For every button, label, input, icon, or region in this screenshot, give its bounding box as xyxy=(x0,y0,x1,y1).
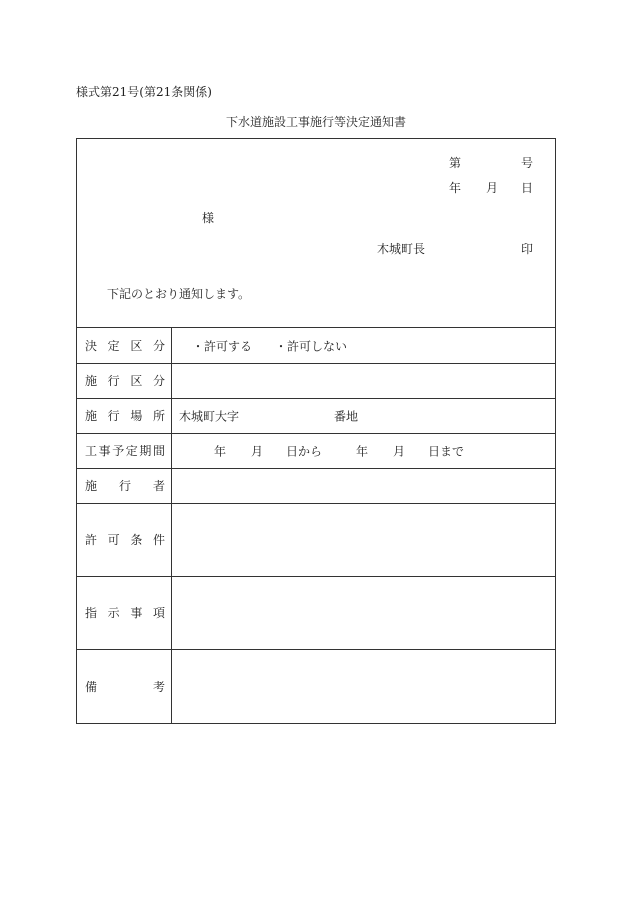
date-day: 日 xyxy=(521,181,534,195)
end-year: 年 xyxy=(356,444,369,459)
label-char: 所 xyxy=(152,409,165,423)
contractor-value[interactable] xyxy=(172,469,555,503)
form-number-label: 様式第21号(第21条関係) xyxy=(76,85,212,99)
table-row-contractor xyxy=(77,469,555,504)
date-month: 月 xyxy=(486,181,499,195)
label-char: 者 xyxy=(152,479,165,493)
number-prefix: 第 xyxy=(449,156,462,170)
label-char: 示 xyxy=(107,606,120,620)
end-month: 月 xyxy=(393,444,406,459)
remarks-value[interactable] xyxy=(172,650,555,723)
label-char: 施 xyxy=(85,374,98,388)
date-year: 年 xyxy=(449,181,462,195)
label-char: 分 xyxy=(152,374,165,388)
construction-location-value[interactable] xyxy=(172,399,555,433)
instructions-value[interactable] xyxy=(172,577,555,649)
label-char: 施 xyxy=(85,409,98,423)
number-suffix: 号 xyxy=(521,156,534,170)
label-char: 予 xyxy=(112,444,125,458)
contractor-label-text xyxy=(85,479,165,493)
decision-category-value xyxy=(172,328,555,363)
notice-form xyxy=(76,138,556,724)
remarks-label xyxy=(77,650,172,723)
label-char: 事 xyxy=(98,444,111,458)
decision-category-label xyxy=(77,328,172,363)
label-char: 備 xyxy=(85,679,98,694)
construction-category-label-text xyxy=(85,374,165,388)
decision-category-label-text xyxy=(85,339,165,353)
construction-location-label-text xyxy=(85,409,165,423)
label-char: 区 xyxy=(130,374,143,388)
label-char: 期 xyxy=(139,444,152,458)
table-row-decision xyxy=(77,328,555,364)
label-char: 考 xyxy=(152,679,165,694)
location-town: 木城町大字 xyxy=(179,409,240,424)
label-char: 場 xyxy=(130,409,143,423)
label-char: 行 xyxy=(107,374,120,388)
scheduled-period-value[interactable] xyxy=(172,434,555,468)
label-char: 分 xyxy=(152,338,165,353)
notice-text: 下記のとおり通知します。 xyxy=(107,287,251,301)
label-char: 間 xyxy=(152,444,165,458)
label-char: 件 xyxy=(152,533,165,547)
document-title: 下水道施設工事施行等決定通知書 xyxy=(225,115,406,129)
label-char: 行 xyxy=(118,479,131,493)
notice-header xyxy=(77,139,555,328)
label-char: 条 xyxy=(130,533,143,547)
table-row-instructions xyxy=(77,577,555,650)
option-permit[interactable]: ・許可する xyxy=(192,339,253,353)
permit-conditions-label xyxy=(77,504,172,576)
contractor-label xyxy=(77,469,172,503)
label-char: 許 xyxy=(85,533,98,547)
label-char: 決 xyxy=(85,338,98,353)
construction-category-label xyxy=(77,364,172,398)
permit-conditions-label-text xyxy=(85,533,165,547)
label-char: 項 xyxy=(152,606,165,620)
label-char: 指 xyxy=(85,606,98,620)
label-char: 施 xyxy=(85,479,98,493)
construction-location-label xyxy=(77,399,172,433)
instructions-label xyxy=(77,577,172,649)
start-month: 月 xyxy=(251,444,264,459)
label-char: 可 xyxy=(107,533,120,547)
issuer-name: 木城町長 xyxy=(377,242,426,256)
label-char: 行 xyxy=(107,409,120,423)
start-year: 年 xyxy=(214,444,227,459)
remarks-label-text xyxy=(85,680,165,694)
label-char: 定 xyxy=(125,444,138,458)
table-row-construction-category xyxy=(77,364,555,399)
permit-conditions-value[interactable] xyxy=(172,504,555,576)
addressee-suffix: 様 xyxy=(202,211,215,225)
table-row-conditions xyxy=(77,504,555,577)
start-day: 日から xyxy=(286,444,323,459)
end-day: 日まで xyxy=(428,444,465,459)
location-lot: 番地 xyxy=(334,409,359,424)
table-row-period xyxy=(77,434,555,469)
label-char: 工 xyxy=(85,444,98,458)
table-row-remarks xyxy=(77,650,555,723)
scheduled-period-label-text xyxy=(85,444,165,458)
seal-mark: 印 xyxy=(521,242,534,256)
option-deny[interactable]: ・許可しない xyxy=(275,339,348,353)
label-char: 定 xyxy=(107,338,120,353)
label-char: 事 xyxy=(130,606,143,620)
instructions-label-text xyxy=(85,606,165,620)
label-char: 区 xyxy=(130,338,143,353)
table-row-location xyxy=(77,399,555,434)
scheduled-period-label xyxy=(77,434,172,468)
construction-category-value[interactable] xyxy=(172,364,555,398)
